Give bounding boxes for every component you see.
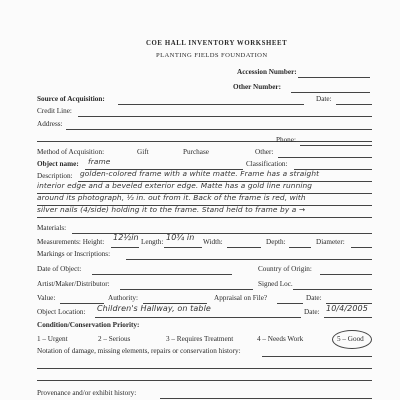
address-label: Address: <box>37 120 63 128</box>
materials-label: Materials: <box>37 224 67 232</box>
location-date-line[interactable] <box>324 317 372 318</box>
method-of-acquisition-label: Method of Acquisition: <box>37 148 105 156</box>
other-number-line[interactable] <box>291 92 370 93</box>
signed-loc-label: Signed Loc. <box>258 280 293 288</box>
address-line-1[interactable] <box>66 129 372 130</box>
source-of-acquisition-label: Source of Acquisition: <box>37 95 105 103</box>
length-line[interactable] <box>164 247 202 248</box>
description-rule-4 <box>37 217 372 218</box>
height-value: 12½in <box>113 233 139 242</box>
object-name-value: frame <box>88 157 111 166</box>
notation-line-2[interactable] <box>37 368 372 369</box>
gift-option[interactable]: Gift <box>137 148 149 156</box>
object-location-line[interactable] <box>95 317 301 318</box>
condition-option-requires-treatment[interactable]: 3 – Requires Treatment <box>166 335 234 343</box>
notation-line-3[interactable] <box>37 380 372 381</box>
other-method-label: Other: <box>255 148 274 156</box>
measurements-label: Measurements: Height: <box>37 238 105 246</box>
diameter-line[interactable] <box>351 247 372 248</box>
worksheet-subtitle: PLANTING FIELDS FOUNDATION <box>156 52 268 59</box>
date-of-object-label: Date of Object: <box>37 265 82 273</box>
credit-line-line[interactable] <box>78 116 372 117</box>
appraisal-line[interactable] <box>277 303 303 304</box>
artist-maker-label: Artist/Maker/Distributor: <box>37 280 110 288</box>
country-of-origin-label: Country of Origin: <box>258 265 312 273</box>
location-date-label: Date: <box>304 308 320 316</box>
height-line[interactable] <box>111 247 139 248</box>
phone-line[interactable] <box>300 145 372 146</box>
appraisal-date-label: Date: <box>306 294 322 302</box>
object-name-label: Object name: <box>37 160 79 168</box>
length-value: 10¾ in <box>166 233 195 242</box>
notation-line-1[interactable] <box>262 356 372 357</box>
other-number-label: Other Number: <box>233 83 281 91</box>
condition-option-urgent[interactable]: 1 – Urgent <box>37 335 68 343</box>
condition-option-good[interactable]: 5 – Good <box>337 335 364 343</box>
selected-condition-circle <box>332 330 372 349</box>
notation-label: Notation of damage, missing elements, repairs or conservation history: <box>37 347 241 355</box>
description-line-3: around its photograph, ½ in. out from it. Back of the frame is red, with <box>37 193 306 202</box>
acquisition-date-label: Date: <box>316 95 332 103</box>
credit-line-label: Credit Line: <box>37 107 72 115</box>
other-method-line[interactable] <box>278 157 372 158</box>
description-line-2: interior edge and a beveled exterior edge. Matte has a gold line running <box>37 181 313 190</box>
condition-priority-label: Condition/Conservation Priority: <box>37 321 140 329</box>
diameter-label: Diameter: <box>316 238 345 246</box>
authority-label: Authority: <box>108 294 138 302</box>
acquisition-date-line[interactable] <box>336 104 372 105</box>
worksheet-title: COE HALL INVENTORY WORKSHEET <box>146 40 288 47</box>
condition-option-serious[interactable]: 2 – Serious <box>98 335 131 343</box>
markings-line[interactable] <box>126 259 372 260</box>
purchase-option[interactable]: Purchase <box>183 148 209 156</box>
source-of-acquisition-line[interactable] <box>118 104 304 105</box>
provenance-label: Provenance and/or exhibit history: <box>37 389 137 397</box>
accession-number-label: Accession Number: <box>237 68 297 76</box>
description-line-1: golden-colored frame with a white matte. Frame has a straight <box>80 169 320 178</box>
signed-loc-line[interactable] <box>293 289 372 290</box>
phone-label: Phone: <box>276 136 296 144</box>
description-label: Description: <box>37 172 73 180</box>
location-date-value: 10/4/2005 <box>326 304 368 313</box>
country-of-origin-line[interactable] <box>320 274 372 275</box>
appraisal-label: Appraisal on File? <box>214 294 268 302</box>
object-location-label: Object Location: <box>37 308 86 316</box>
provenance-line[interactable] <box>160 398 372 399</box>
classification-label: Classification: <box>246 160 288 168</box>
value-label: Value: <box>37 294 56 302</box>
markings-label: Markings or Inscriptions: <box>37 250 111 258</box>
address-line-2[interactable] <box>37 141 372 142</box>
depth-label: Depth: <box>266 238 286 246</box>
date-of-object-line[interactable] <box>92 274 232 275</box>
accession-number-line[interactable] <box>298 77 370 78</box>
length-label: Length: <box>141 238 164 246</box>
artist-maker-line[interactable] <box>120 289 253 290</box>
width-label: Width: <box>203 238 223 246</box>
depth-line[interactable] <box>289 247 311 248</box>
width-line[interactable] <box>227 247 261 248</box>
description-line-4: silver nails (4/side) holding it to the frame. Stand held to frame by a → <box>37 205 306 214</box>
object-location-value: Children's Hallway, on table <box>97 304 211 313</box>
condition-option-needs-work[interactable]: 4 – Needs Work <box>257 335 304 343</box>
